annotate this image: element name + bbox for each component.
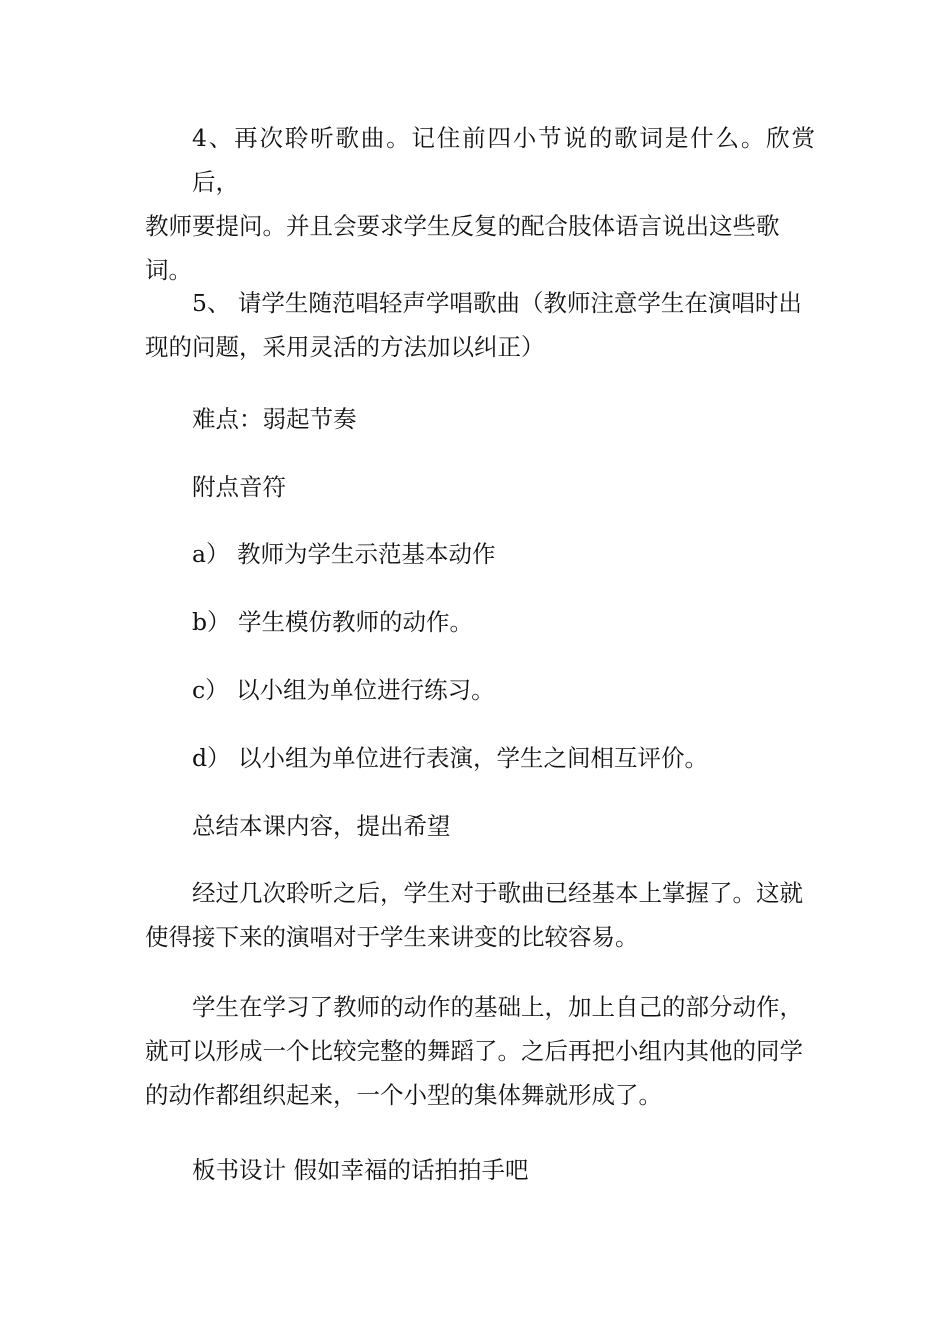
paragraph-dance (145, 985, 815, 1117)
text-line: 5、 请学生随范唱轻声学唱歌曲（教师注意学生在演唱时出 (192, 289, 802, 317)
text-line: 的动作都组织起来，一个小型的集体舞就形成了。 (145, 1081, 662, 1109)
text-line: 总结本课内容，提出希望 (192, 812, 451, 840)
paragraph-step-4 (145, 116, 815, 292)
text-line: 使得接下来的演唱对于学生来讲变的比较容易。 (145, 923, 639, 951)
text-line: 词。 (145, 256, 192, 284)
text-line: 板书设计 假如幸福的话拍拍手吧 (192, 1156, 529, 1184)
paragraph-summary (145, 804, 815, 848)
text-line: 现的问题，采用灵活的方法加以纠正） (145, 333, 545, 361)
list-item-b (145, 600, 815, 644)
text-line: c） 以小组为单位进行练习。 (192, 676, 495, 704)
text-line: b） 学生模仿教师的动作。 (192, 608, 474, 636)
text-line: 难点：弱起节奏 (192, 405, 357, 433)
text-line: 学生在学习了教师的动作的基础上，加上自己的部分动作， (192, 993, 803, 1021)
text-line: 就可以形成一个比较完整的舞蹈了。之后再把小组内其他的同学 (145, 1037, 803, 1065)
text-line: d） 以小组为单位进行表演，学生之间相互评价。 (192, 744, 709, 772)
paragraph-dotted-note (145, 465, 815, 509)
list-item-d (145, 736, 815, 780)
paragraph-step-5 (145, 281, 815, 369)
text-line: a） 教师为学生示范基本动作 (192, 540, 496, 568)
text-line: 经过几次聆听之后，学生对于歌曲已经基本上掌握了。这就 (192, 879, 803, 907)
text-line: 教师要提问。并且会要求学生反复的配合肢体语言说出这些歌 (145, 212, 780, 240)
list-item-c (145, 668, 815, 712)
paragraph-board-design (145, 1148, 815, 1192)
list-item-a (145, 532, 815, 576)
text-line: 附点音符 (192, 473, 286, 501)
text-line: 4、再次聆听歌曲。记住前四小节说的歌词是什么。欣赏后， (192, 124, 815, 196)
paragraph-listening (145, 871, 815, 959)
paragraph-difficulty (145, 397, 815, 441)
